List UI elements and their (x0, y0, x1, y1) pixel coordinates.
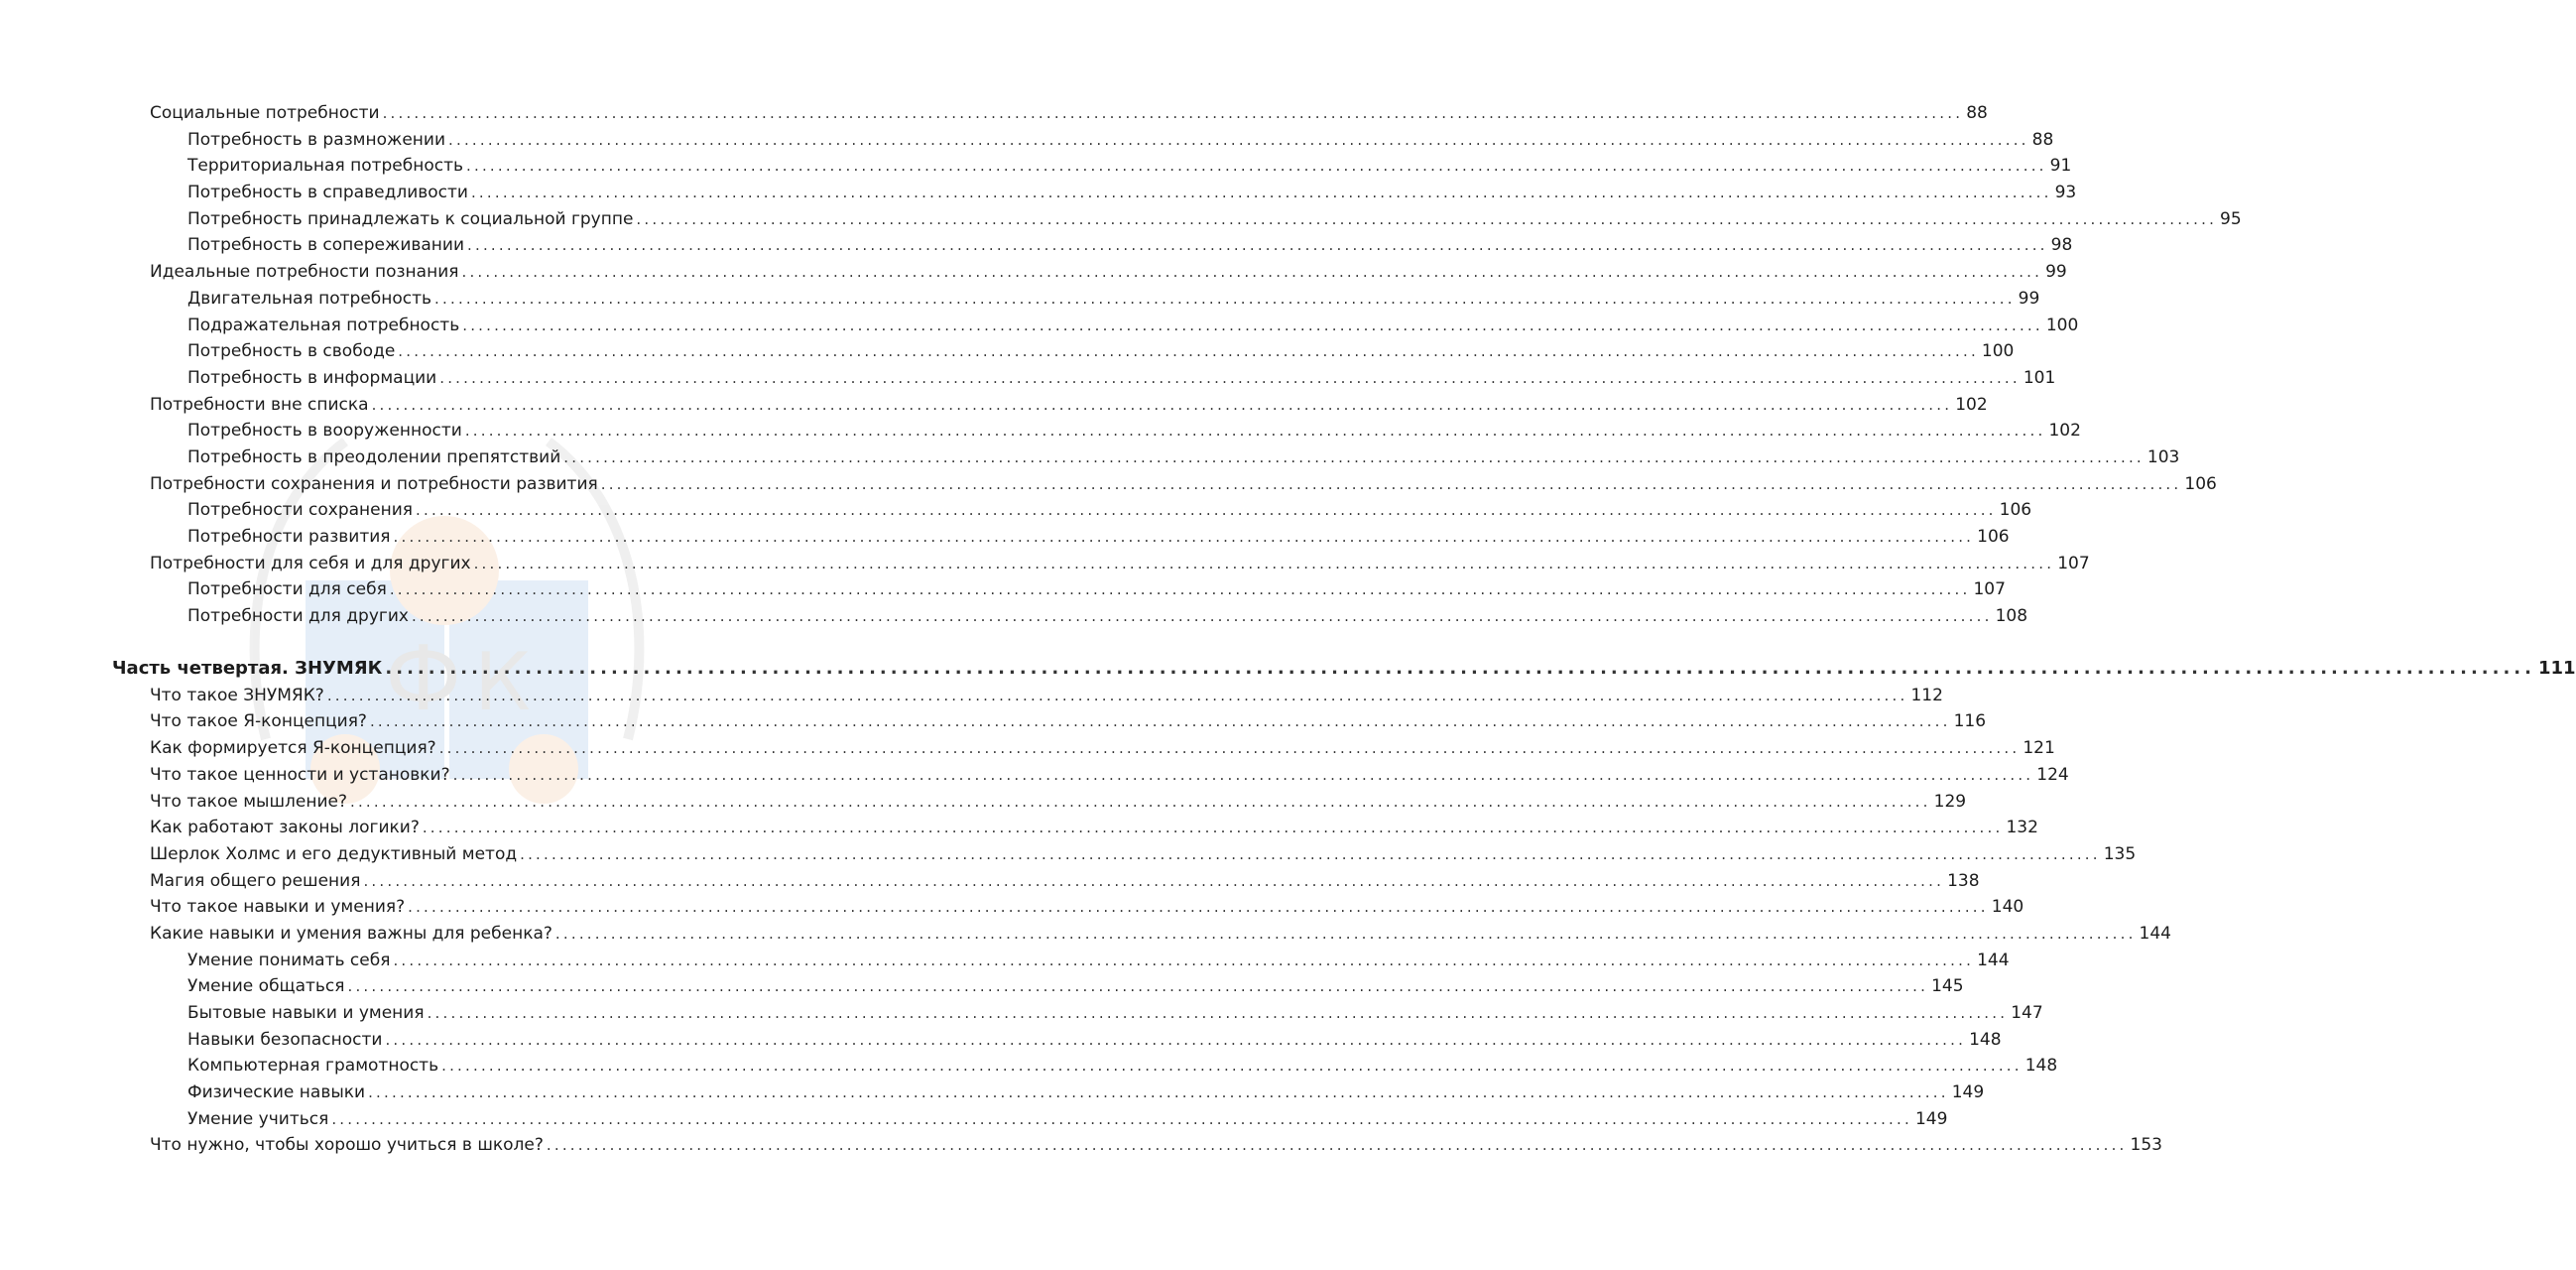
toc-entry-title: Территориальная потребность (187, 156, 464, 177)
toc-entry-title: Что такое Я-концепция? (150, 711, 367, 732)
toc-entry (187, 1000, 2043, 1027)
dot-leader: ........................................................................................................................................................................................................ (393, 951, 1975, 969)
toc-entry-title: Навыки безопасности (187, 1029, 383, 1050)
toc-entry (187, 180, 2077, 206)
toc-page-number: 144 (1977, 950, 2010, 970)
toc-page-number: 91 (2049, 156, 2072, 177)
toc-entry-title: Идеальные потребности познания (150, 262, 459, 283)
toc-entry (150, 259, 2067, 286)
toc-entry-title: Потребности для других (187, 606, 409, 627)
toc-entry (150, 762, 2069, 789)
toc-entry-title: Потребности вне списка (150, 394, 369, 415)
toc-entry (187, 497, 2032, 524)
toc-entry-title: Потребность в вооруженности (187, 421, 462, 442)
toc-page-number: 106 (1977, 527, 2010, 547)
dot-leader: ........................................................................................................................................................................................................ (439, 368, 2021, 387)
toc-page-number: 101 (2023, 367, 2056, 388)
toc-entry (187, 603, 2028, 630)
toc-page-number: 99 (2018, 288, 2040, 309)
toc-page-number: 93 (2054, 183, 2077, 203)
toc-entry (150, 683, 1943, 709)
toc-page-number: 140 (1991, 897, 2024, 918)
toc-entry (187, 153, 2072, 180)
svg-text:Ф: Ф (385, 627, 462, 731)
toc-entry (187, 973, 1964, 1000)
toc-entry-title: Что нужно, чтобы хорошо учиться в школе? (150, 1135, 544, 1156)
toc-page-number: 153 (2130, 1135, 2162, 1156)
toc-page-number: 148 (1969, 1029, 2002, 1050)
dot-leader: ........................................................................................................................................................................................................ (470, 184, 2052, 202)
toc-page-number: 106 (1999, 500, 2032, 521)
toc-entry-title: Потребность в сопереживании (187, 235, 465, 256)
toc-entry-title: Как формируется Я-концепция? (150, 738, 436, 759)
dot-leader: ........................................................................................................................................................................................................ (452, 765, 2034, 784)
toc-entry (150, 921, 2171, 948)
toc-entry (150, 708, 1987, 735)
toc-entry-title: Что такое навыки и умения? (150, 897, 406, 918)
toc-entry-title: Потребности сохранения (187, 500, 414, 521)
toc-page-number: 108 (1995, 606, 2028, 627)
toc-entry-title: Бытовые навыки и умения (187, 1003, 425, 1023)
toc-entry-title: Компьютерная грамотность (187, 1056, 439, 1077)
toc-page-number: 147 (2011, 1003, 2043, 1023)
dot-leader: ........................................................................................................................................................................................................ (520, 844, 2101, 863)
toc-entry (187, 338, 2015, 365)
toc-page-number: 106 (2184, 473, 2217, 494)
dot-leader: ........................................................................................................................................................................................................ (347, 977, 1929, 996)
toc-entry-title: Что такое мышление? (150, 791, 347, 812)
dot-leader: ........................................................................................................................................................................................................ (546, 1136, 2128, 1155)
toc-entry-title: Что такое ценности и установки? (150, 764, 450, 785)
toc-entry-title: Подражательная потребность (187, 315, 460, 335)
toc-page-number: 88 (2031, 129, 2054, 150)
toc-page-number: 116 (1953, 711, 1987, 732)
dot-leader: ........................................................................................................................................................................................................ (462, 316, 2043, 334)
dot-leader: ........................................................................................................................................................................................................ (408, 898, 1989, 917)
dot-leader: ........................................................................................................................................................................................................ (422, 819, 2004, 837)
toc-entry-title: Как работают законы логики? (150, 818, 420, 838)
toc-page-number: 149 (1951, 1082, 1985, 1103)
toc-entry-title: Потребность в свободе (187, 341, 396, 362)
toc-page-number: 148 (2024, 1056, 2058, 1077)
toc-page-number: 107 (1973, 579, 2006, 600)
toc-page-number: 138 (1947, 870, 1980, 891)
toc-entry (150, 841, 2137, 868)
dot-leader: ........................................................................................................................................................................................................ (350, 792, 1931, 811)
dot-leader: ........................................................................................................................................................................................................ (554, 924, 2137, 943)
toc-page-number: 129 (1933, 791, 1967, 812)
toc-entry-title: Потребность в справедливости (187, 183, 468, 203)
toc-entry-title: Потребности развития (187, 527, 391, 547)
toc-entry-title: Физические навыки (187, 1082, 366, 1103)
toc-page-number: 100 (1981, 341, 2015, 362)
toc-entry-title: Потребности для себя (187, 579, 387, 600)
toc-page-number: 145 (1931, 976, 1964, 997)
toc-entry (150, 471, 2217, 498)
toc-entry-title: Потребности для себя и для других (150, 553, 471, 573)
toc-entry (187, 444, 2180, 471)
dot-leader: ........................................................................................................................................................................................................ (466, 157, 2047, 176)
toc-entry (187, 418, 2081, 444)
toc-page-number: 144 (2139, 923, 2171, 944)
dot-leader: ........................................................................................................................................................................................................ (411, 607, 1993, 626)
toc-entry (150, 789, 1967, 816)
toc-entry (150, 100, 1988, 127)
toc-entry-title: Двигательная потребность (187, 288, 432, 309)
toc-page-number: 98 (2050, 235, 2073, 256)
toc-page-number: 88 (1966, 103, 1988, 123)
toc-page-number: 112 (1910, 685, 1943, 705)
dot-leader: ........................................................................................................................................................................................................ (563, 447, 2145, 466)
toc-entry (187, 365, 2056, 392)
toc-entry (187, 948, 2010, 974)
toc-entry-title: Шерлок Холмс и его дедуктивный метод (150, 843, 518, 864)
dot-leader: ........................................................................................................................................................................................................ (393, 528, 1975, 546)
toc-entry-title: Потребность в преодолении препятствий (187, 446, 561, 467)
toc-entry (150, 815, 2038, 841)
dot-leader: ........................................................................................................................................................................................................ (441, 1057, 2023, 1076)
toc-entry (187, 313, 2079, 339)
svg-text:К: К (474, 636, 531, 728)
toc-entry (187, 524, 2010, 551)
toc-entry (150, 735, 2055, 762)
dot-leader: ........................................................................................................................................................................................................ (398, 342, 1979, 361)
toc-entry-title: Магия общего решения (150, 870, 361, 891)
toc-page-number: 121 (2023, 738, 2055, 759)
toc-entry-title: Часть четвертая. ЗНУМЯК (112, 657, 383, 679)
toc-entry-title: Что такое ЗНУМЯК? (150, 685, 324, 705)
toc-entry (187, 206, 2242, 233)
toc-page-number: 102 (2048, 421, 2081, 442)
toc-entry-title: Потребность в информации (187, 367, 437, 388)
toc-entry (150, 868, 1980, 895)
dot-leader: ........................................................................................................................................................................................................ (389, 580, 1971, 599)
dot-leader: ........................................................................................................................................................................................................ (382, 104, 1964, 122)
dot-leader: ........................................................................................................................................................................................................ (467, 236, 2048, 255)
dot-leader: ........................................................................................................................................................................................................ (461, 263, 2043, 282)
dot-leader: ........................................................................................................................................................................................................ (464, 422, 2046, 441)
toc-page-number: 132 (2006, 818, 2038, 838)
toc-entry (150, 894, 2024, 921)
dot-leader: ........................................................................................................................................................................................................ (385, 657, 2535, 679)
toc-page-number: 149 (1914, 1108, 1948, 1129)
toc-page-number: 99 (2045, 262, 2067, 283)
dot-leader: ........................................................................................................................................................................................................ (385, 1030, 1967, 1049)
toc-entry-title: Какие навыки и умения важны для ребенка? (150, 923, 552, 944)
toc-page-number: 100 (2045, 315, 2079, 335)
toc-entry-title: Потребность в размножении (187, 129, 446, 150)
table-of-contents (0, 100, 2576, 1159)
toc-page-number: 103 (2147, 446, 2180, 467)
dot-leader: ........................................................................................................................................................................................................ (368, 1083, 1949, 1102)
toc-entry (187, 1106, 1948, 1133)
dot-leader: ........................................................................................................................................................................................................ (331, 1109, 1912, 1128)
toc-entry (187, 576, 2006, 603)
toc-page-number: 102 (1955, 394, 1988, 415)
toc-page-number: 124 (2036, 764, 2069, 785)
dot-leader: ........................................................................................................................................................................................................ (363, 871, 1945, 890)
dot-leader: ........................................................................................................................................................................................................ (371, 395, 1953, 414)
toc-entry-title: Социальные потребности (150, 103, 380, 123)
dot-leader: ........................................................................................................................................................................................................ (326, 686, 1908, 704)
dot-leader: ........................................................................................................................................................................................................ (636, 209, 2218, 228)
toc-entry (187, 286, 2040, 313)
part-heading (112, 654, 2576, 683)
toc-page-number: 135 (2103, 843, 2137, 864)
toc-page-number: 95 (2220, 208, 2242, 229)
toc-entry-title: Умение общаться (187, 976, 345, 997)
dot-leader: ........................................................................................................................................................................................................ (448, 130, 2029, 149)
dot-leader: ........................................................................................................................................................................................................ (600, 474, 2182, 493)
dot-leader: ........................................................................................................................................................................................................ (473, 554, 2055, 572)
toc-entry (150, 392, 1988, 419)
toc-entry (187, 1080, 1985, 1106)
toc-entry (187, 1027, 2002, 1054)
toc-page-number: 111 (2537, 657, 2576, 679)
dot-leader: ........................................................................................................................................................................................................ (427, 1004, 2009, 1022)
toc-entry (150, 551, 2090, 577)
toc-entry (187, 232, 2073, 259)
toc-entry-title: Умение учиться (187, 1108, 329, 1129)
toc-entry-title: Потребность принадлежать к социальной группе (187, 208, 634, 229)
dot-leader: ........................................................................................................................................................................................................ (416, 501, 1997, 520)
dot-leader: ........................................................................................................................................................................................................ (438, 739, 2021, 758)
toc-entry-title: Потребности сохранения и потребности развития (150, 473, 598, 494)
toc-entry (187, 127, 2054, 154)
dot-leader: ........................................................................................................................................................................................................ (434, 289, 2016, 308)
toc-page-number: 107 (2057, 553, 2090, 573)
toc-entry-title: Умение понимать себя (187, 950, 391, 970)
toc-entry (187, 1053, 2058, 1080)
toc-entry (150, 1132, 2162, 1159)
dot-leader: ........................................................................................................................................................................................................ (369, 712, 1951, 731)
